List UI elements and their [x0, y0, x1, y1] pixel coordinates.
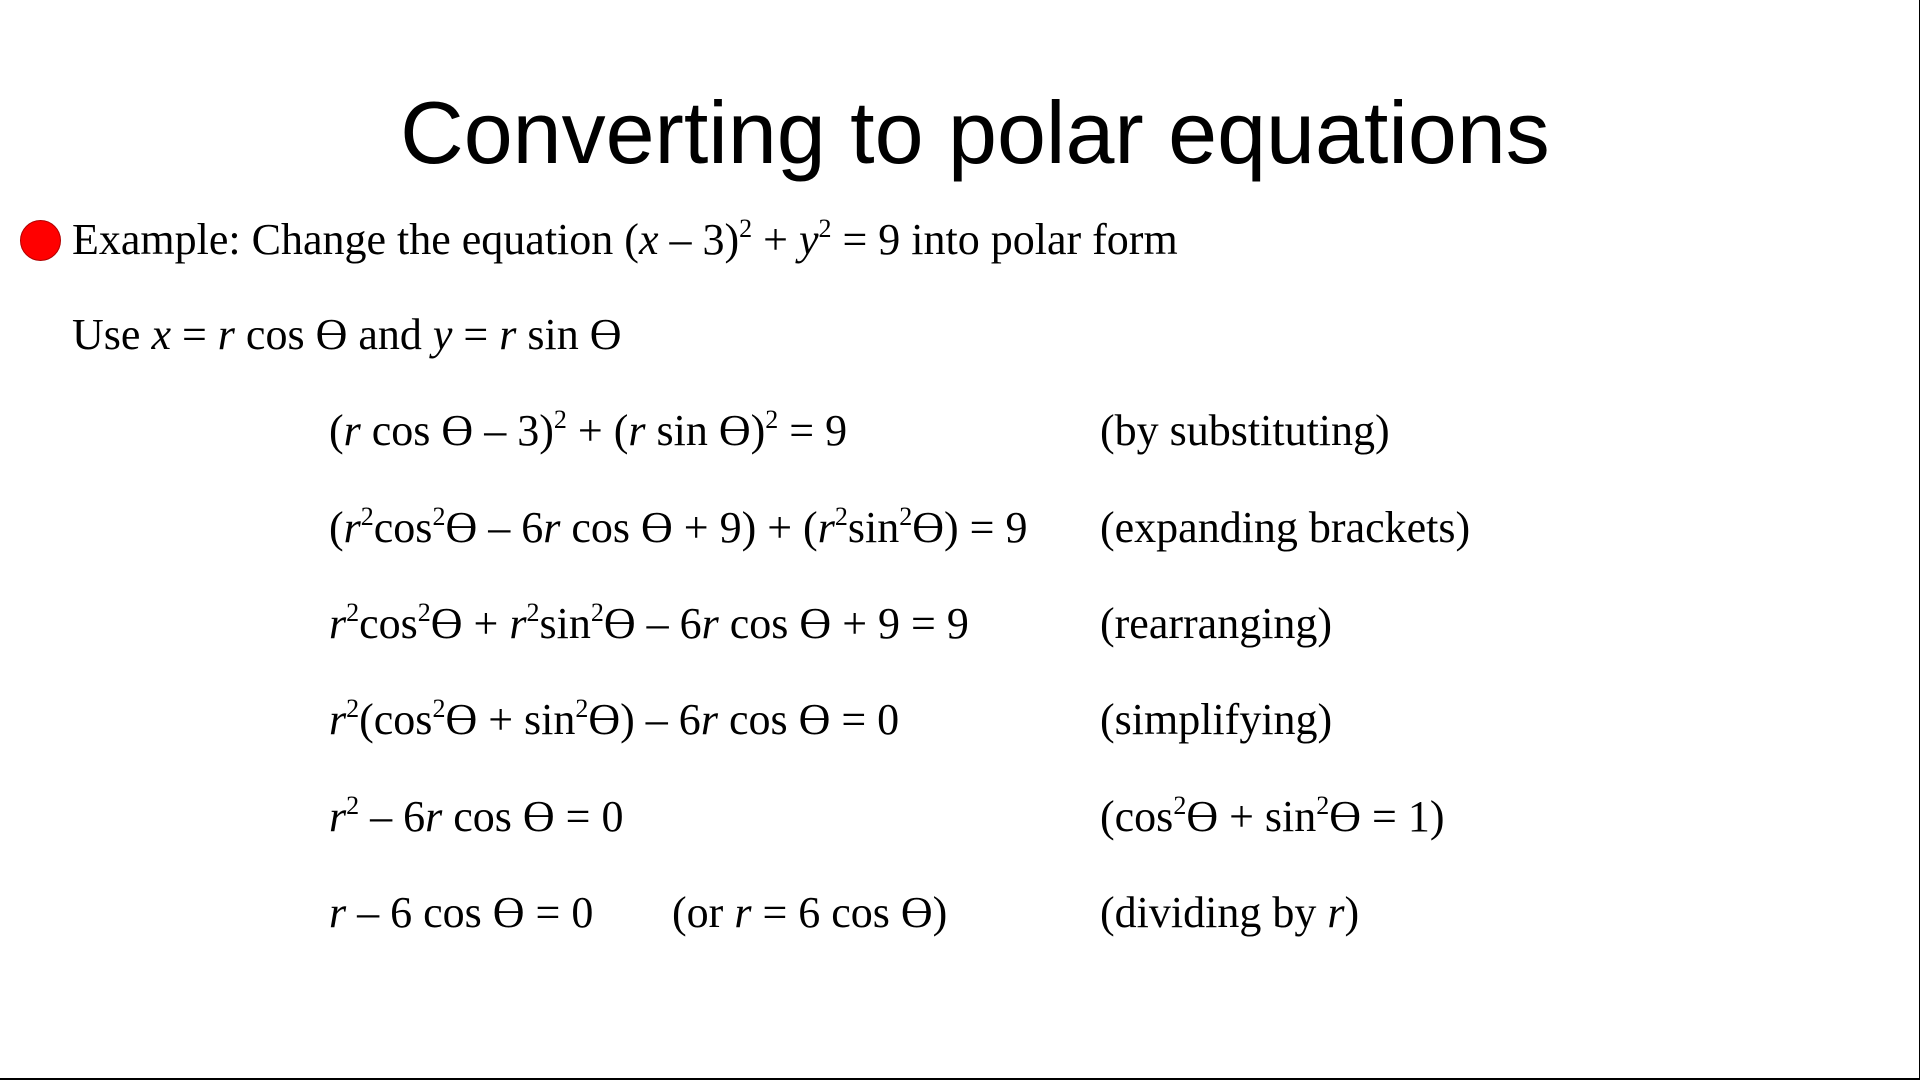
text: + [752, 215, 799, 264]
var-r: r [217, 310, 235, 359]
var-r: r [543, 503, 561, 552]
var-r: r [329, 888, 347, 937]
text: cos ϴ – 3) [360, 406, 554, 455]
text: ϴ + [430, 599, 510, 648]
text: (dividing by [1100, 888, 1328, 937]
exponent: 2 [575, 694, 589, 723]
exponent: 2 [739, 214, 753, 243]
text: – 3) [658, 215, 740, 264]
text: cos ϴ + 9) + ( [560, 503, 818, 552]
text: – 6 [359, 792, 426, 841]
var-y: y [432, 310, 453, 359]
exponent: 2 [346, 598, 360, 627]
text: cos ϴ = 0 [717, 695, 900, 744]
var-r: r [701, 599, 719, 648]
step-2-equation [329, 500, 1027, 556]
step-1-equation [329, 403, 847, 459]
var-r: r [1327, 888, 1345, 937]
text: (or [672, 888, 735, 937]
text: = 9 [778, 406, 848, 455]
var-r: r [700, 695, 718, 744]
text: sin ϴ) [645, 406, 766, 455]
step-1-reason: (by substituting) [1100, 406, 1390, 455]
text: ϴ) – 6 [588, 695, 701, 744]
example-statement [72, 212, 1178, 268]
text: = 9 into polar form [831, 215, 1178, 264]
text: cos [373, 503, 433, 552]
var-x: x [151, 310, 171, 359]
text: Use [72, 310, 152, 359]
exponent: 2 [432, 502, 446, 531]
exponent: 2 [1316, 791, 1330, 820]
bullet-dot-icon [20, 220, 61, 261]
text: ϴ – 6 [445, 503, 544, 552]
text: ϴ = 1) [1329, 792, 1445, 841]
substitution-hint [72, 307, 622, 363]
slide-title: Converting to polar equations [400, 83, 1550, 182]
var-r: r [329, 792, 347, 841]
text: Example: Change the equation ( [72, 215, 639, 264]
text: ) [1344, 888, 1360, 937]
exponent: 2 [432, 694, 446, 723]
text: – 6 cos ϴ = 0 [346, 888, 594, 937]
step-4-equation [329, 692, 899, 748]
var-r: r [509, 599, 527, 648]
exponent: 2 [765, 405, 779, 434]
var-y: y [798, 215, 819, 264]
exponent: 2 [834, 502, 848, 531]
exponent: 2 [346, 694, 360, 723]
text: cos [359, 599, 418, 648]
text: ( [329, 503, 344, 552]
var-r: r [343, 503, 361, 552]
exponent: 2 [360, 502, 374, 531]
var-r: r [329, 695, 347, 744]
text: ϴ + sin [1186, 792, 1317, 841]
exponent: 2 [818, 214, 832, 243]
text: ϴ) = 9 [912, 503, 1028, 552]
step-6-reason [1100, 885, 1359, 941]
exponent: 2 [417, 598, 431, 627]
step-2-reason: (expanding brackets) [1100, 503, 1471, 552]
step-5-equation [329, 789, 624, 845]
var-r: r [628, 406, 646, 455]
text: + ( [566, 406, 629, 455]
text: cos ϴ + 9 = 9 [718, 599, 969, 648]
text: (cos [1100, 792, 1174, 841]
text: sin ϴ [516, 310, 622, 359]
exponent: 2 [526, 598, 540, 627]
var-x: x [638, 215, 659, 264]
text: ϴ – 6 [603, 599, 702, 648]
text: = [452, 310, 500, 359]
step-5-reason [1100, 789, 1445, 845]
var-r: r [817, 503, 835, 552]
text: = 6 cos ϴ) [751, 888, 948, 937]
step-6-alternative [672, 885, 947, 941]
step-3-reason: (rearranging) [1100, 599, 1333, 648]
step-6-equation [329, 885, 593, 941]
text: cos ϴ and [234, 310, 433, 359]
exponent: 2 [553, 405, 567, 434]
text: ( [329, 406, 344, 455]
var-r: r [734, 888, 752, 937]
text: cos ϴ = 0 [442, 792, 624, 841]
exponent: 2 [1173, 791, 1187, 820]
var-r: r [425, 792, 443, 841]
exponent: 2 [899, 502, 913, 531]
var-r: r [343, 406, 361, 455]
exponent: 2 [346, 791, 360, 820]
text: (cos [359, 695, 433, 744]
var-r: r [329, 599, 347, 648]
text: = [170, 310, 218, 359]
step-3-equation [329, 596, 969, 652]
var-r: r [499, 310, 517, 359]
text: sin [539, 599, 591, 648]
text: ϴ + sin [445, 695, 576, 744]
step-4-reason: (simplifying) [1100, 695, 1333, 744]
exponent: 2 [590, 598, 604, 627]
text: sin [847, 503, 900, 552]
